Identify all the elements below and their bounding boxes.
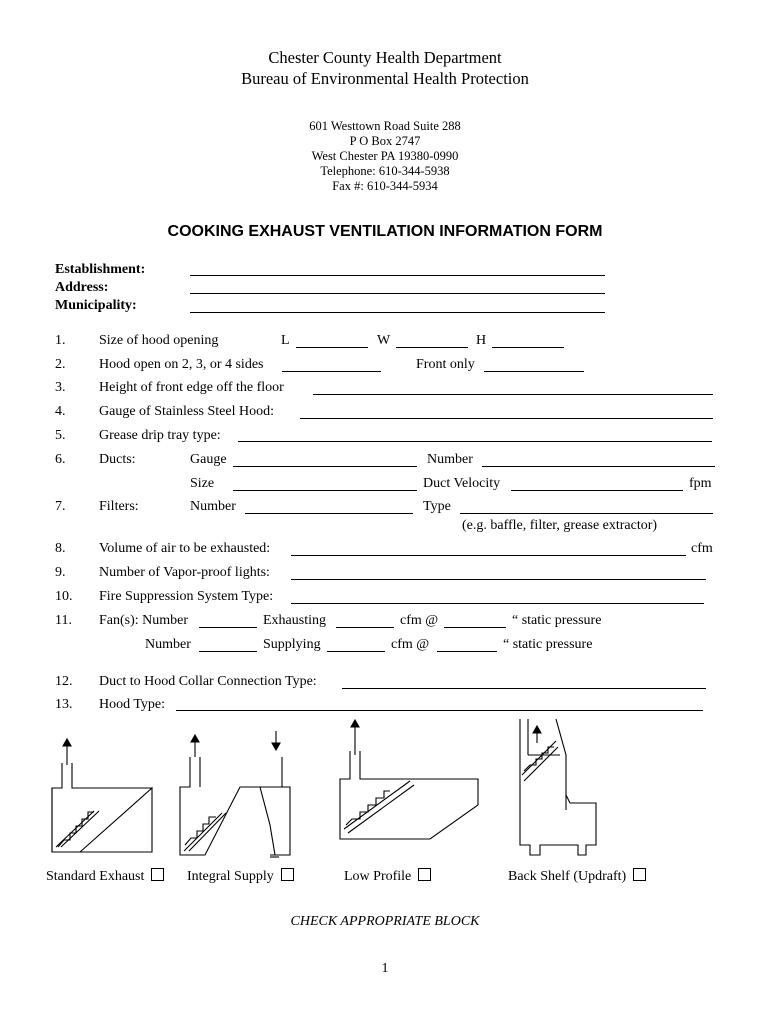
back-shelf-option[interactable] bbox=[508, 868, 646, 885]
check-instruction: CHECK APPROPRIATE BLOCK bbox=[290, 914, 480, 929]
item-9-label: Number of Vapor-proof lights: bbox=[99, 565, 270, 580]
duct-size-field[interactable] bbox=[233, 490, 417, 491]
item-1-label: Size of hood opening bbox=[99, 333, 219, 348]
duct-gauge-field[interactable] bbox=[233, 466, 417, 467]
fire-suppression-field[interactable] bbox=[291, 603, 704, 604]
form-title: COOKING EXHAUST VENTILATION INFORMATION FORM bbox=[167, 223, 603, 240]
sides-open-field[interactable] bbox=[282, 371, 381, 372]
integral-supply-diagram bbox=[180, 731, 290, 857]
supply-fan-number-label: Number bbox=[145, 637, 191, 652]
page-number: 1 bbox=[381, 961, 389, 976]
filter-type-field[interactable] bbox=[460, 513, 713, 514]
height-label: H bbox=[476, 333, 487, 348]
item-5-label: Grease drip tray type: bbox=[99, 428, 221, 443]
item-7-label: Filters: bbox=[99, 499, 139, 514]
item-13-label: Hood Type: bbox=[99, 697, 166, 712]
establishment-label: Establishment: bbox=[55, 262, 146, 277]
front-only-label: Front only bbox=[416, 357, 475, 372]
exhausting-label: Exhausting bbox=[263, 613, 326, 628]
item-1-number: 1. bbox=[55, 333, 66, 348]
item-13-number: 13. bbox=[55, 697, 73, 712]
front-edge-height-field[interactable] bbox=[313, 394, 713, 395]
supply-pressure-field[interactable] bbox=[437, 651, 497, 652]
duct-size-label: Size bbox=[190, 476, 215, 491]
fax: Fax #: 610-344-5934 bbox=[332, 179, 438, 193]
low-profile-label: Low Profile bbox=[344, 869, 412, 884]
address-field[interactable] bbox=[190, 293, 605, 294]
hood-type-diagrams bbox=[0, 715, 770, 865]
department-name: Chester County Health Department bbox=[268, 48, 502, 67]
item-12-label: Duct to Hood Collar Connection Type: bbox=[99, 674, 317, 689]
back-shelf-label: Back Shelf (Updraft) bbox=[508, 869, 627, 884]
length-field[interactable] bbox=[296, 347, 368, 348]
municipality-field[interactable] bbox=[190, 312, 605, 313]
item-10-label: Fire Suppression System Type: bbox=[99, 589, 274, 604]
address-line-3: West Chester PA 19380-0990 bbox=[311, 149, 459, 163]
duct-gauge-label: Gauge bbox=[190, 452, 227, 467]
hood-type-field[interactable] bbox=[176, 710, 703, 711]
duct-velocity-field[interactable] bbox=[511, 490, 683, 491]
bureau-name: Bureau of Environmental Health Protection bbox=[241, 69, 529, 88]
low-profile-option[interactable] bbox=[344, 868, 431, 885]
address-line-2: P O Box 2747 bbox=[349, 134, 421, 148]
item-6-label: Ducts: bbox=[99, 452, 136, 467]
item-12-number: 12. bbox=[55, 674, 73, 689]
exhaust-pressure-field[interactable] bbox=[444, 627, 506, 628]
filter-type-example: (e.g. baffle, filter, grease extractor) bbox=[462, 518, 658, 533]
front-only-field[interactable] bbox=[484, 371, 584, 372]
item-10-number: 10. bbox=[55, 589, 73, 604]
address-label: Address: bbox=[55, 280, 109, 295]
item-4-label: Gauge of Stainless Steel Hood: bbox=[99, 404, 274, 419]
address-line-1: 601 Westtown Road Suite 288 bbox=[309, 119, 461, 133]
item-7-number: 7. bbox=[55, 499, 66, 514]
width-field[interactable] bbox=[396, 347, 468, 348]
integral-supply-option[interactable] bbox=[187, 868, 294, 885]
exhaust-static-label: “ static pressure bbox=[512, 613, 602, 628]
exhaust-fan-number-field[interactable] bbox=[199, 627, 257, 628]
supply-static-label: “ static pressure bbox=[503, 637, 593, 652]
standard-exhaust-label: Standard Exhaust bbox=[46, 869, 145, 884]
low-profile-diagram bbox=[340, 720, 478, 839]
item-4-number: 4. bbox=[55, 404, 66, 419]
filter-number-field[interactable] bbox=[245, 513, 413, 514]
exhaust-cfm-label: cfm @ bbox=[400, 613, 439, 628]
establishment-field[interactable] bbox=[190, 275, 605, 276]
standard-exhaust-option[interactable] bbox=[46, 868, 164, 885]
item-2-number: 2. bbox=[55, 357, 66, 372]
duct-velocity-label: Duct Velocity bbox=[423, 476, 501, 491]
item-3-label: Height of front edge off the floor bbox=[99, 380, 284, 395]
height-field[interactable] bbox=[492, 347, 564, 348]
standard-exhaust-diagram bbox=[52, 739, 152, 852]
length-label: L bbox=[281, 333, 290, 348]
duct-number-label: Number bbox=[427, 452, 473, 467]
back-shelf-diagram bbox=[520, 719, 596, 855]
back-shelf-checkbox[interactable] bbox=[633, 868, 646, 881]
width-label: W bbox=[377, 333, 391, 348]
item-3-number: 3. bbox=[55, 380, 66, 395]
supply-cfm-field[interactable] bbox=[327, 651, 385, 652]
item-8-label: Volume of air to be exhausted: bbox=[99, 541, 271, 556]
collar-connection-field[interactable] bbox=[342, 688, 706, 689]
supply-cfm-label: cfm @ bbox=[391, 637, 430, 652]
exhaust-volume-field[interactable] bbox=[291, 555, 686, 556]
duct-number-field[interactable] bbox=[482, 466, 715, 467]
drip-tray-field[interactable] bbox=[238, 441, 712, 442]
low-profile-checkbox[interactable] bbox=[418, 868, 431, 881]
item-9-number: 9. bbox=[55, 565, 66, 580]
municipality-label: Municipality: bbox=[55, 298, 137, 313]
supplying-label: Supplying bbox=[263, 637, 321, 652]
integral-supply-label: Integral Supply bbox=[187, 869, 274, 884]
vapor-lights-field[interactable] bbox=[291, 579, 706, 580]
filter-number-label: Number bbox=[190, 499, 236, 514]
telephone: Telephone: 610-344-5938 bbox=[320, 164, 450, 178]
item-6-number: 6. bbox=[55, 452, 66, 467]
filter-type-label: Type bbox=[423, 499, 451, 514]
item-11-label: Fan(s): Number bbox=[99, 613, 189, 628]
item-11-number: 11. bbox=[55, 613, 72, 628]
hood-gauge-field[interactable] bbox=[300, 418, 713, 419]
item-5-number: 5. bbox=[55, 428, 66, 443]
item-8-number: 8. bbox=[55, 541, 66, 556]
standard-exhaust-checkbox[interactable] bbox=[151, 868, 164, 881]
fpm-unit: fpm bbox=[689, 476, 712, 491]
item-2-label: Hood open on 2, 3, or 4 sides bbox=[99, 357, 264, 372]
supply-fan-number-field[interactable] bbox=[199, 651, 257, 652]
cfm-unit: cfm bbox=[691, 541, 713, 556]
exhaust-cfm-field[interactable] bbox=[336, 627, 394, 628]
integral-supply-checkbox[interactable] bbox=[281, 868, 294, 881]
